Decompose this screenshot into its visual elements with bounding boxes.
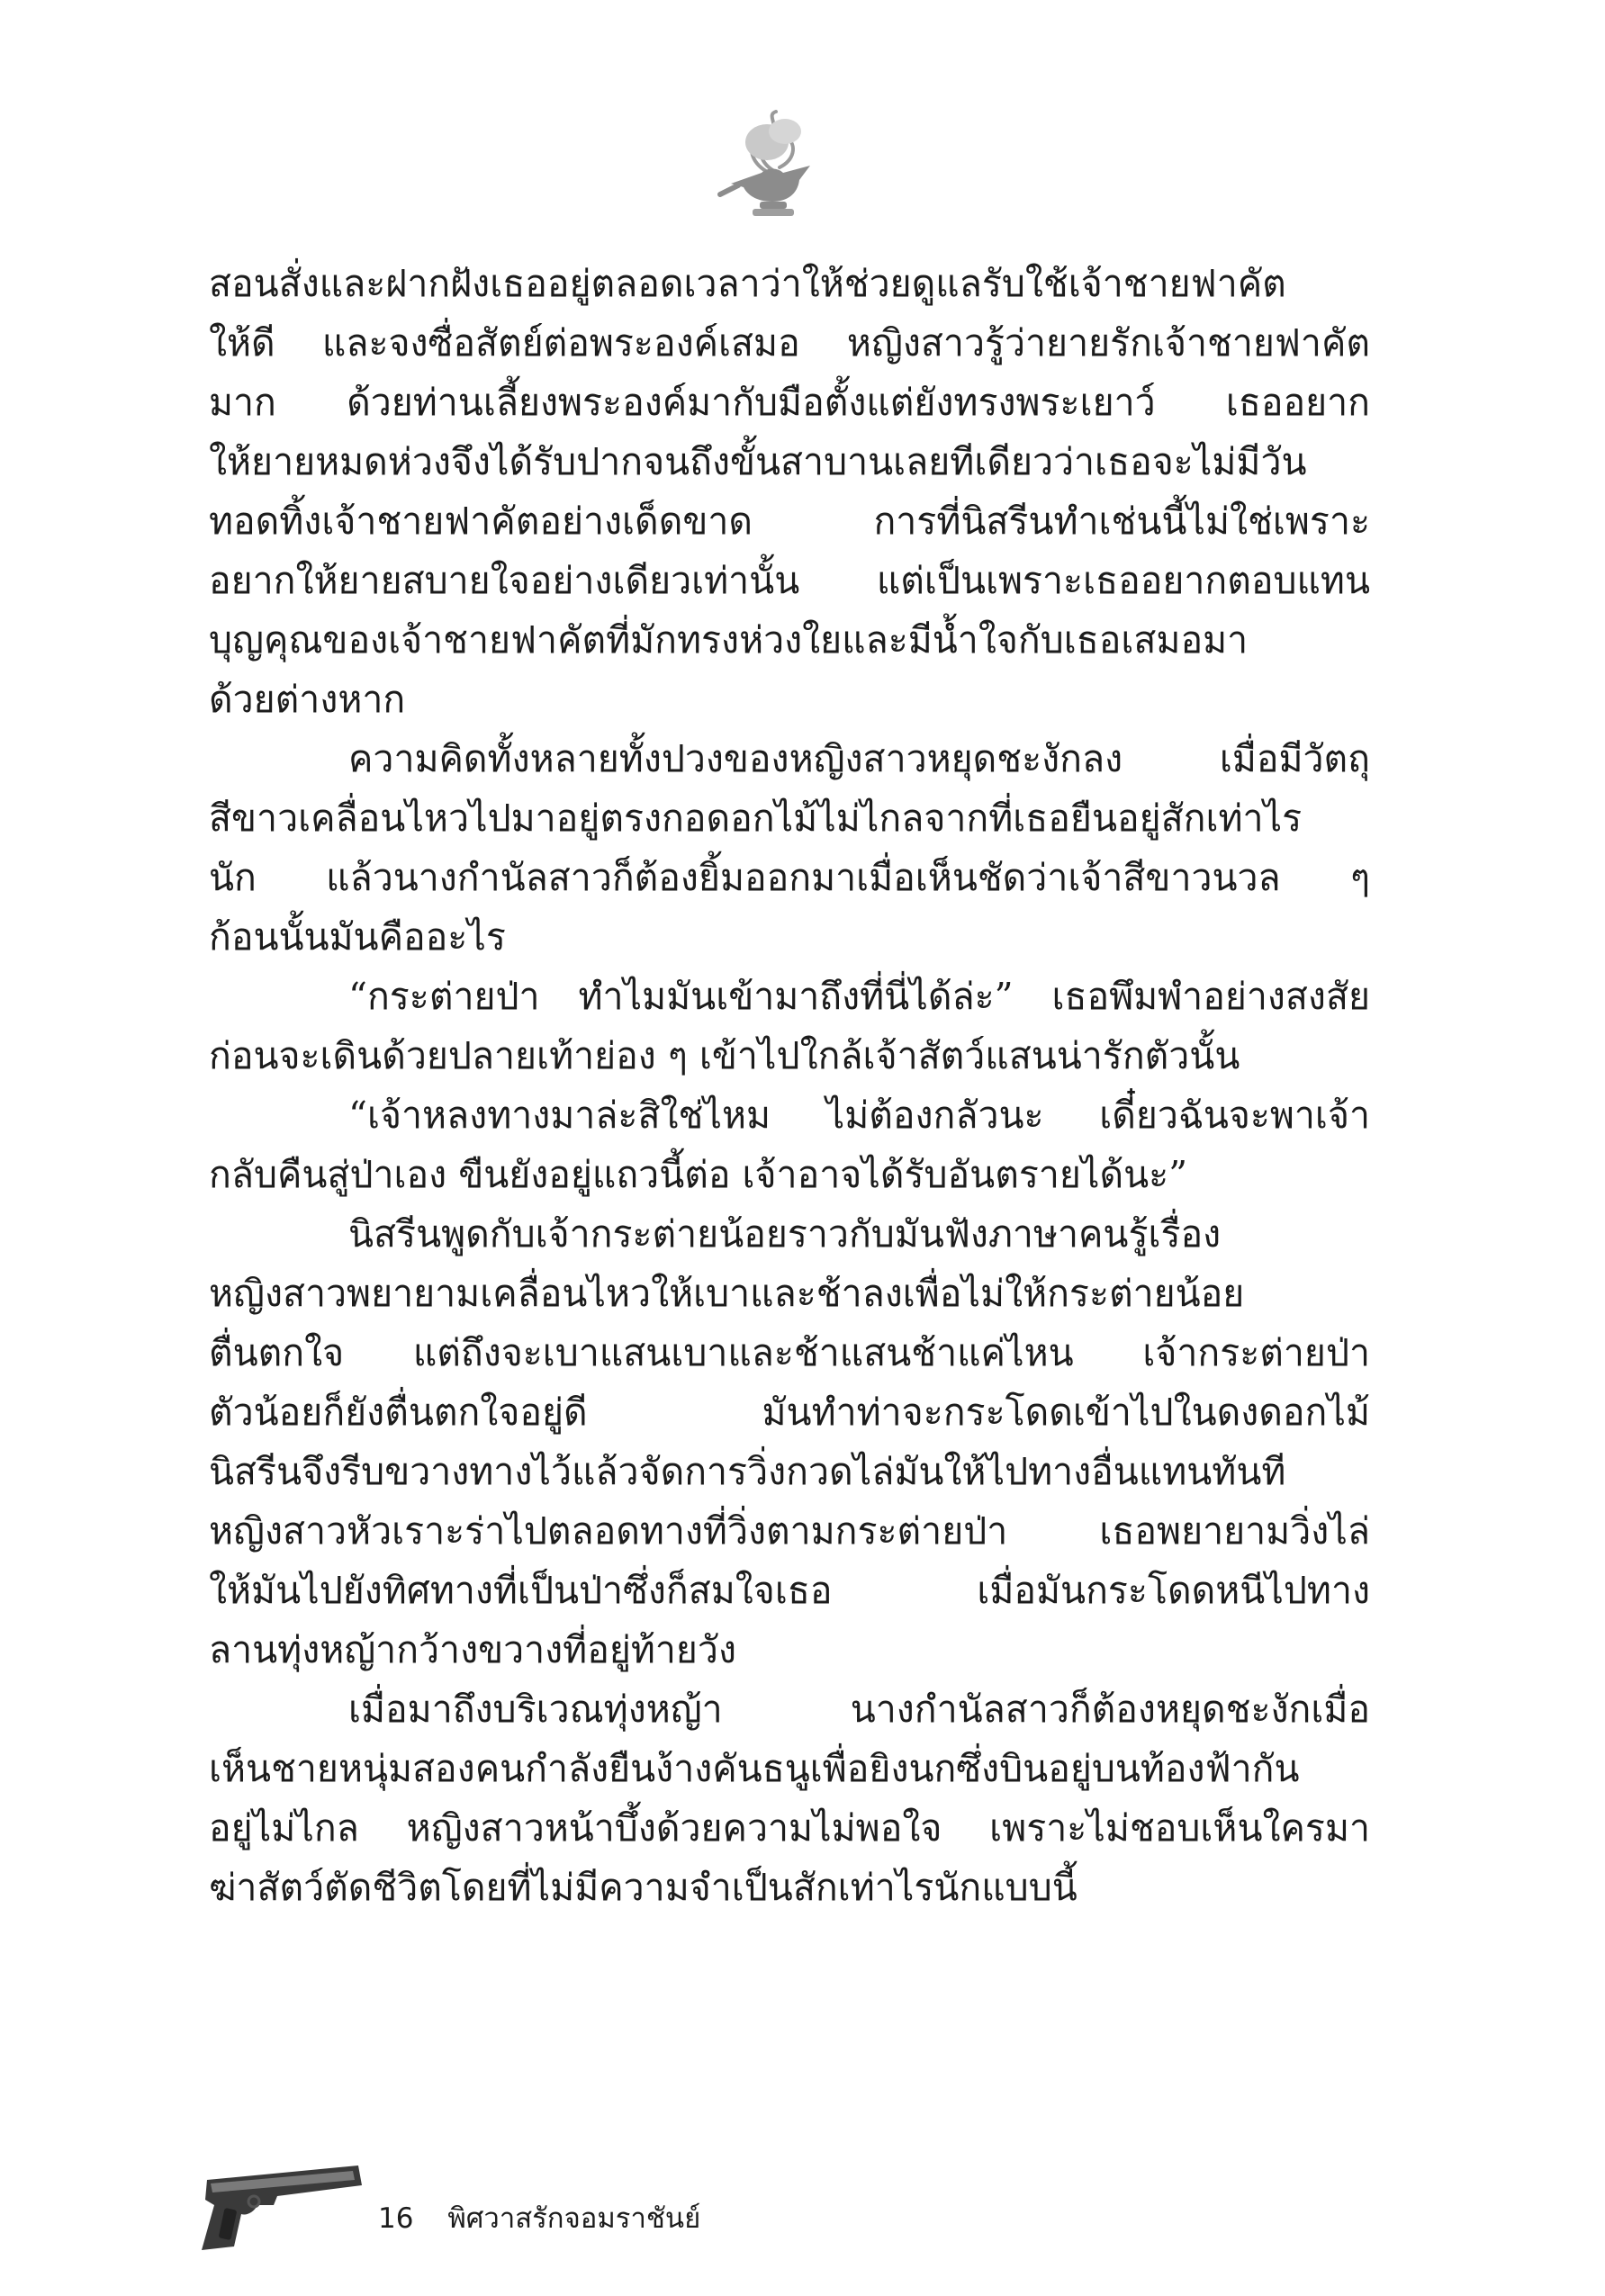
text-line: ด้วยต่างหาก	[209, 678, 406, 721]
text-line: ก่อนจะเดินด้วยปลายเท้าย่อง ๆ เข้าไปใกล้เจ้าสัตว์แสนน่ารักตัวนั้น	[209, 1034, 1240, 1077]
text-line: หญิงสาวหัวเราะร่าไปตลอดทางที่วิ่งตามกระต่ายป่า เธอพยายามวิ่งไล่	[209, 1509, 1370, 1553]
text-line: อยู่ไม่ไกล หญิงสาวหน้าบึ้งด้วยความไม่พอใจ เพราะไม่ชอบเห็นใครมา	[209, 1806, 1370, 1850]
text-line: นัก แล้วนางกำนัลสาวก็ต้องยิ้มออกมาเมื่อเห็นชัดว่าเจ้าสีขาวนวล ๆ	[209, 856, 1370, 899]
text-line: นิสรีนจึงรีบขวางทางไว้แล้วจัดการวิ่งกวดไล่มันให้ไปทางอื่นแทนทันที	[209, 1450, 1286, 1493]
text-line: เมื่อมาถึงบริเวณทุ่งหญ้า นางกำนัลสาวก็ต้องหยุดชะงักเมื่อ	[348, 1688, 1370, 1731]
text-line: ลานทุ่งหญ้ากว้างขวางที่อยู่ท้ายวัง	[209, 1628, 736, 1671]
text-line: ตื่นตกใจ แต่ถึงจะเบาแสนเบาและช้าแสนช้าแค่ไหน เจ้ากระต่ายป่า	[209, 1331, 1370, 1374]
text-line: มาก ด้วยท่านเลี้ยงพระองค์มากับมือตั้งแต่ยังทรงพระเยาว์ เธออยาก	[209, 381, 1370, 424]
page-number: 16	[378, 2202, 414, 2235]
text-line: สีขาวเคลื่อนไหวไปมาอยู่ตรงกอดอกไม้ไม่ไกลจากที่เธอยืนอยู่สักเท่าไร	[209, 797, 1303, 840]
text-line: นิสรีนพูดกับเจ้ากระต่ายน้อยราวกับมันฟังภาษาคนรู้เรื่อง	[348, 1212, 1222, 1256]
text-line: สอนสั่งและฝากฝังเธออยู่ตลอดเวลาว่าให้ช่วยดูแลรับใช้เจ้าชายฟาคัต	[209, 262, 1286, 305]
text-line: ความคิดทั้งหลายทั้งปวงของหญิงสาวหยุดชะงักลง เมื่อมีวัตถุ	[348, 737, 1370, 780]
text-line: ก้อนนั้นมันคืออะไร	[209, 915, 506, 959]
text-line: ให้มันไปยังทิศทางที่เป็นป่าซึ่งก็สมใจเธอ เมื่อมันกระโดดหนีไปทาง	[209, 1569, 1370, 1612]
text-line: กลับคืนสู่ป่าเอง ขืนยังอยู่แถวนี้ต่อ เจ้าอาจได้รับอันตรายได้นะ”	[209, 1153, 1188, 1196]
text-line: “กระต่ายป่า ทำไมมันเข้ามาถึงที่นี่ได้ล่ะ” เธอพึมพำอย่างสงสัย	[348, 975, 1370, 1018]
text-line: ตัวน้อยก็ยังตื่นตกใจอยู่ดี มันทำท่าจะกระโดดเข้าไปในดงดอกไม้	[209, 1391, 1370, 1434]
body-text	[209, 254, 1370, 1917]
text-line: เห็นชายหนุ่มสองคนกำลังยืนง้างคันธนูเพื่อยิงนกซึ่งบินอยู่บนท้องฟ้ากัน	[209, 1747, 1300, 1790]
magic-lamp-icon	[711, 108, 828, 225]
pistol-icon	[191, 2149, 371, 2257]
text-line: อยากให้ยายสบายใจอย่างเดียวเท่านั้น แต่เป็นเพราะเธออยากตอบแทน	[209, 559, 1370, 602]
page-footer	[378, 2201, 700, 2237]
text-line: ทอดทิ้งเจ้าชายฟาคัตอย่างเด็ดขาด การที่นิสรีนทำเช่นนี้ไม่ใช่เพราะ	[209, 500, 1370, 543]
text-line: “เจ้าหลงทางมาล่ะสิใช่ไหม ไม่ต้องกลัวนะ เดี๋ยวฉันจะพาเจ้า	[348, 1094, 1370, 1137]
text-line: บุญคุณของเจ้าชายฟาคัตที่มักทรงห่วงใยและมีน้ำใจกับเธอเสมอมา	[209, 618, 1249, 662]
text-line: ให้ยายหมดห่วงจึงได้รับปากจนถึงขั้นสาบานเลยทีเดียวว่าเธอจะไม่มีวัน	[209, 440, 1307, 483]
book-title: พิศวาสรักจอมราชันย์	[447, 2202, 701, 2235]
text-line: หญิงสาวพยายามเคลื่อนไหวให้เบาและช้าลงเพื่อไม่ให้กระต่ายน้อย	[209, 1272, 1245, 1315]
text-line: ให้ดี และจงซื่อสัตย์ต่อพระองค์เสมอ หญิงสาวรู้ว่ายายรักเจ้าชายฟาคัต	[209, 321, 1370, 365]
text-line: ฆ่าสัตว์ตัดชีวิตโดยที่ไม่มีความจำเป็นสักเท่าไรนักแบบนี้	[209, 1866, 1078, 1909]
